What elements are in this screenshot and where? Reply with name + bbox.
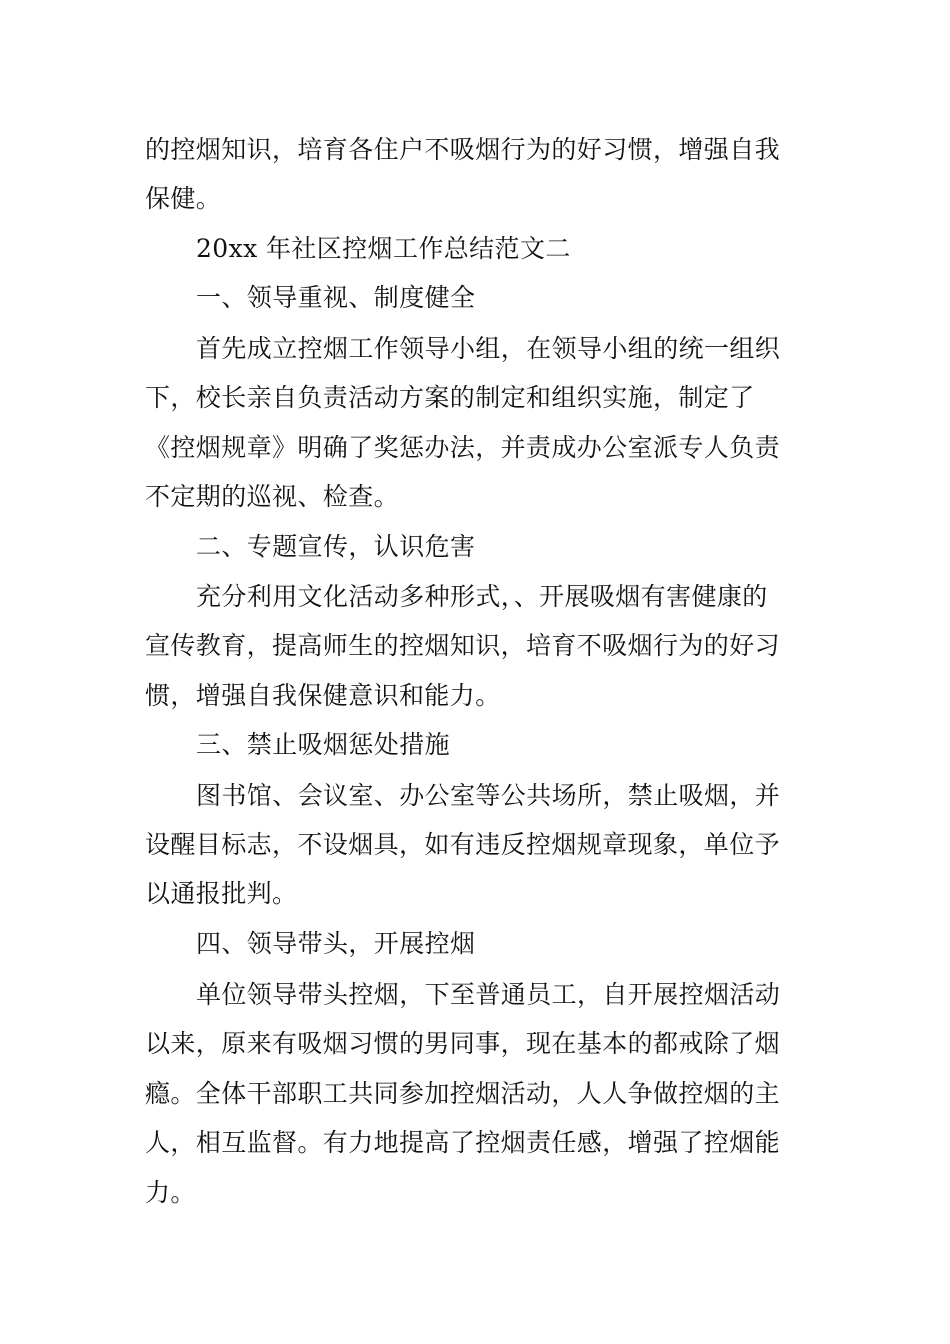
section-title: 20xx 年社区控烟工作总结范文二: [196, 234, 571, 263]
body-text-line: 力。: [145, 1178, 196, 1207]
section-heading: 二、专题宣传，认识危害: [196, 532, 476, 561]
paragraph-start-line: 首先成立控烟工作领导小组，在领导小组的统一组织: [196, 334, 781, 363]
body-text-line: 设醒目标志，不设烟具，如有违反控烟规章现象，单位予: [145, 830, 781, 859]
body-text-line: 人，相互监督。有力地提高了控烟责任感，增强了控烟能: [145, 1128, 781, 1157]
body-text-line: 以来，原来有吸烟习惯的男同事，现在基本的都戒除了烟: [145, 1029, 781, 1058]
body-text-line: 以通报批判。: [145, 879, 298, 908]
body-text-line: 不定期的巡视、检查。: [145, 482, 400, 511]
section-heading: 三、禁止吸烟惩处措施: [196, 730, 451, 759]
body-text-line: 下，校长亲自负责活动方案的制定和组织实施，制定了: [145, 383, 755, 412]
section-heading: 一、领导重视、制度健全: [196, 283, 476, 312]
section-heading: 四、领导带头，开展控烟: [196, 929, 476, 958]
body-text-line: 惯，增强自我保健意识和能力。: [145, 681, 501, 710]
paragraph-start-line: 充分利用文化活动多种形式，、开展吸烟有害健康的: [196, 582, 768, 611]
body-text-line: 瘾。全体干部职工共同参加控烟活动，人人争做控烟的主: [145, 1079, 781, 1108]
body-text-line: 宣传教育，提高师生的控烟知识，培育不吸烟行为的好习: [145, 631, 781, 660]
body-text-line: 保健。: [145, 184, 222, 213]
body-text-line: 《控烟规章》明确了奖惩办法，并责成办公室派专人负责: [145, 433, 781, 462]
body-text-line: 的控烟知识，培育各住户不吸烟行为的好习惯，增强自我: [145, 135, 781, 164]
paragraph-start-line: 图书馆、会议室、办公室等公共场所，禁止吸烟，并: [196, 781, 781, 810]
paragraph-start-line: 单位领导带头控烟，下至普通员工，自开展控烟活动: [196, 980, 781, 1009]
